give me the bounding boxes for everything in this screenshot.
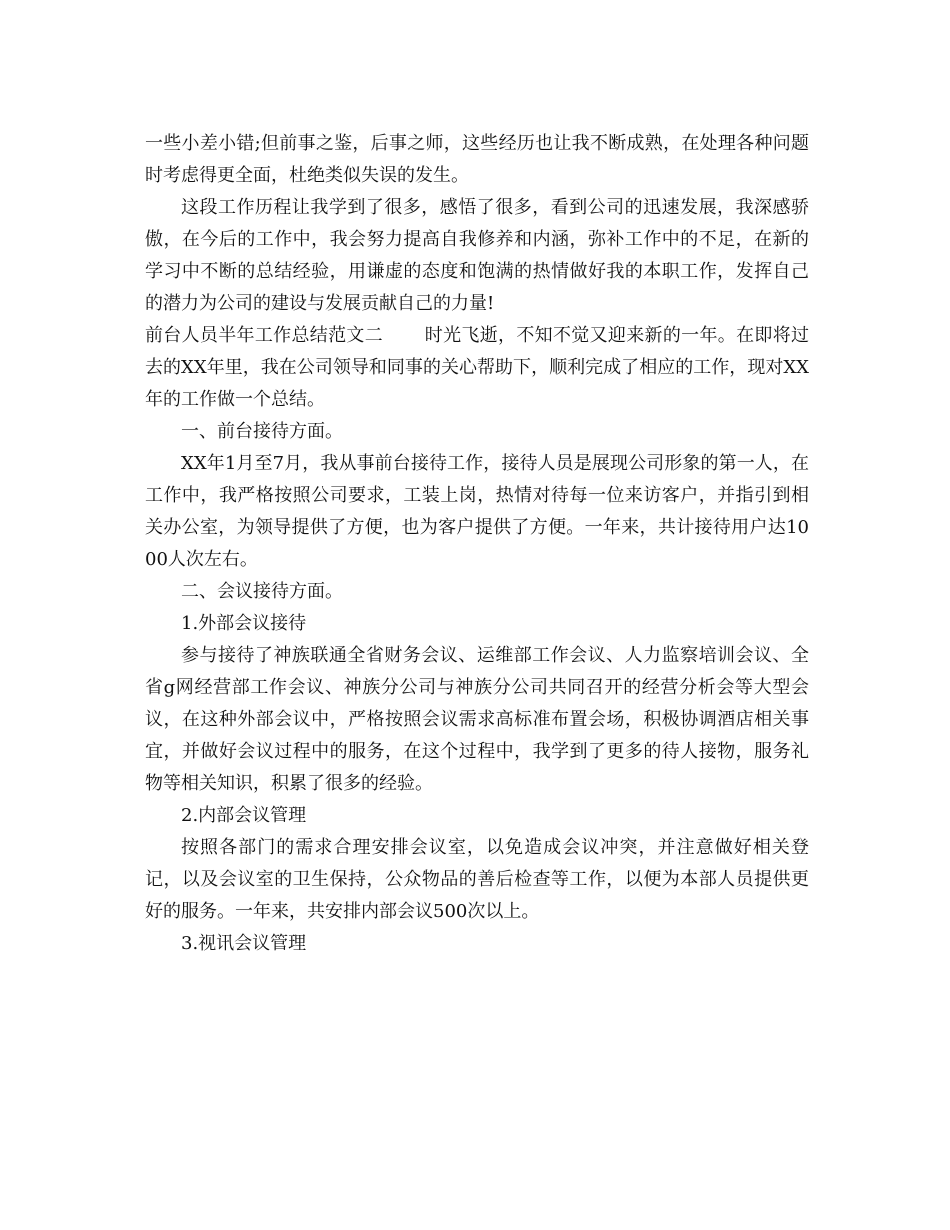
- heading-front-desk: 一、前台接待方面。: [181, 421, 343, 442]
- heading-meeting-reception: 二、会议接待方面。: [181, 581, 343, 602]
- paragraph-external-meetings: 参与接待了神族联通全省财务会议、运维部工作会议、人力监察培训会议、全省g网经营部工作会议、神族分公司与神族分公司共同召开的经营分析会等大型会议，在这种外部会议中，严格按照会议需求高标准布置会场，积极协调酒店相关事宜，并做好会议过程中的服务，在这个过程中，我学到了更多的待人接物，服务礼物等相关知识，积累了很多的经验。: [145, 645, 809, 794]
- section-title: 前台人员半年工作总结范文二: [145, 325, 384, 346]
- heading-video-meetings: 3.视讯会议管理: [181, 933, 307, 954]
- heading-internal-meetings: 2.内部会议管理: [181, 805, 307, 826]
- section-intro-text: 时光飞逝，不知不觉又迎来新的一年。在即将过去的XX年里，我在公司领导和同事的关心帮助下，顺利完成了相应的工作，现对XX年的工作做一个总结。: [145, 325, 810, 410]
- paragraph-front-desk: XX年1月至7月，我从事前台接待工作，接待人员是展现公司形象的第一人，在工作中，我严格按照公司要求，工装上岗，热情对待每一位来访客户，并指引到相关办公室，为领导提供了方便，也为客户提供了方便。一年来，共计接待用户达1000人次左右。: [145, 453, 809, 570]
- paragraph-continuation: 一些小差小错;但前事之鉴，后事之师，这些经历也让我不断成熟，在处理各种问题时考虑得更全面，杜绝类似失误的发生。: [145, 133, 809, 186]
- paragraph-reflection: 这段工作历程让我学到了很多，感悟了很多，看到公司的迅速发展，我深感骄傲，在今后的工作中，我会努力提高自我修养和内涵，弥补工作中的不足，在新的学习中不断的总结经验，用谦虚的态度和饱满的热情做好我的本职工作，发挥自己的潜力为公司的建设与发展贡献自己的力量!: [145, 197, 809, 314]
- heading-external-meetings: 1.外部会议接待: [181, 613, 307, 634]
- document-body: [145, 128, 809, 960]
- paragraph-section-two-intro: [145, 320, 809, 416]
- paragraph-internal-meetings: 按照各部门的需求合理安排会议室，以免造成会议冲突，并注意做好相关登记，以及会议室的卫生保持，公众物品的善后检查等工作，以便为本部人员提供更好的服务。一年来，共安排内部会议500次以上。: [145, 837, 809, 922]
